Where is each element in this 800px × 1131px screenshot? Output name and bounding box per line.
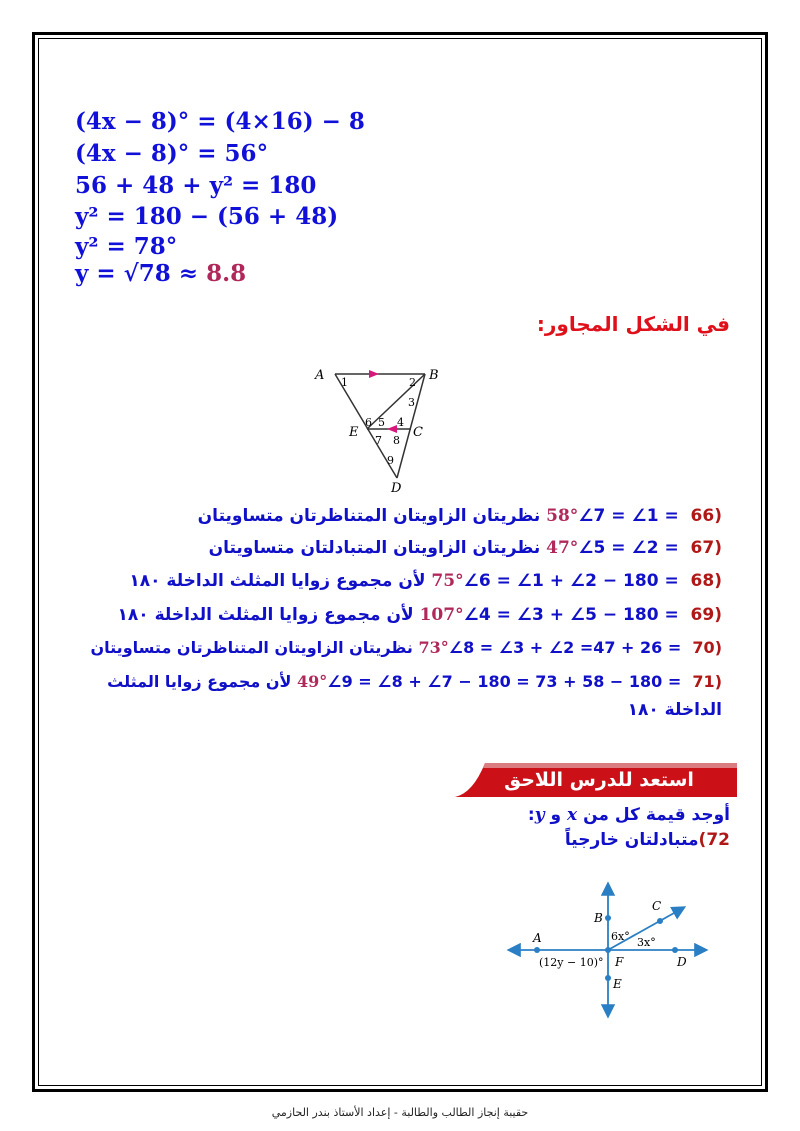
answer-70-value: 73° <box>418 638 449 657</box>
answer-68-reason: لأن مجموع زوايا المثلث الداخلة ١٨٠ <box>129 571 432 591</box>
answer-68 <box>78 569 722 593</box>
math-line-6 <box>75 260 246 288</box>
angle-3: 3 <box>408 396 415 409</box>
find-var-y: y <box>534 805 545 825</box>
line-label-d: D <box>677 955 687 969</box>
answer-68-expression: ∠6 = ∠1 + ∠2 − 180 = <box>463 571 685 591</box>
label-e: E <box>349 425 359 440</box>
angle-1: 1 <box>341 376 348 389</box>
angle-3x: 3x° <box>637 936 656 949</box>
answer-71-continuation: الداخلة ١٨٠ <box>627 700 722 720</box>
find-var-x: x <box>567 805 578 825</box>
math-line-5-text: y² = 78° <box>75 233 178 260</box>
label-b: B <box>429 368 439 383</box>
question-72 <box>565 830 730 850</box>
angle-6: 6 <box>365 416 372 429</box>
math-line-3-text: 56 + 48 + y² = 180 <box>75 172 317 199</box>
answer-66-reason: نظريتان الزاويتان المتناظرتان متساويتان <box>197 506 547 526</box>
math-line-2-text: (4x − 8)° = 56° <box>75 140 269 167</box>
answer-71-reason: لأن مجموع زوايا المثلث <box>107 672 297 691</box>
answer-67 <box>78 536 722 560</box>
lines-figure <box>505 880 715 1020</box>
answer-70-expression: ∠8 = ∠3 + ∠2 =47 + 26 = <box>448 638 687 657</box>
answer-69-expression: ∠4 = ∠3 + ∠5 − 180 = <box>463 605 685 625</box>
math-line-6-text: y = √78 ≈ <box>75 260 207 287</box>
answer-67-value: 47° <box>546 538 579 558</box>
answer-70-number: (70 <box>692 638 722 657</box>
math-line-2 <box>75 140 268 168</box>
label-a: A <box>315 368 325 383</box>
math-line-1 <box>75 108 365 136</box>
label-d: D <box>391 481 402 494</box>
answer-66-expression: ∠7 = ∠1 = <box>578 506 685 526</box>
answer-68-value: 75° <box>431 571 464 591</box>
answer-69 <box>78 603 722 627</box>
line-label-c: C <box>652 899 662 913</box>
answer-67-reason: نظريتان الزاويتان المتبادلتان متساويتان <box>208 538 547 558</box>
angle-8: 8 <box>393 434 400 447</box>
label-c: C <box>413 425 423 440</box>
find-text: أوجد قيمة كل من <box>583 805 730 825</box>
angle-2: 2 <box>409 376 416 389</box>
answer-66-number: (66 <box>690 506 722 526</box>
answer-69-number: (69 <box>690 605 722 625</box>
line-label-a: A <box>533 931 542 945</box>
angle-7: 7 <box>375 434 382 447</box>
find-and: و <box>550 805 562 825</box>
answer-69-reason: لأن مجموع زوايا المثلث الداخلة ١٨٠ <box>117 605 420 625</box>
answer-67-number: (67 <box>690 538 722 558</box>
question-72-text: متبادلتان خارجياً <box>564 830 699 850</box>
math-line-5 <box>75 233 177 261</box>
angle-6x: 6x° <box>611 930 630 943</box>
answer-71-value: 49° <box>296 672 328 691</box>
answer-69-value: 107° <box>419 605 464 625</box>
angle-9: 9 <box>387 454 394 467</box>
answer-68-number: (68 <box>690 571 722 591</box>
math-line-1-text: (4x − 8)° = (4×16) − 8 <box>75 108 365 135</box>
math-line-4 <box>75 203 338 231</box>
find-instruction <box>528 805 730 825</box>
answer-71 <box>78 670 722 694</box>
banner-title: استعد للدرس اللاحق <box>504 769 694 791</box>
angle-12y: (12y − 10)° <box>539 956 604 969</box>
answer-66-value: 58° <box>546 506 579 526</box>
footer-text: حقيبة إنجاز الطالب والطالبة - إعداد الأستاذ بندر الحازمي <box>271 1106 529 1119</box>
angle-5: 5 <box>378 416 385 429</box>
answer-70 <box>78 636 722 660</box>
answer-71-expression: ∠9 = ∠8 + ∠7 − 180 = 73 + 58 − 180 = <box>327 672 687 691</box>
angle-4: 4 <box>397 416 404 429</box>
answer-70-reason: نظريتان الزاويتان المتناظرتان متساويتان <box>90 638 419 657</box>
triangle-figure <box>305 362 455 494</box>
line-label-e: E <box>613 977 622 991</box>
answer-71-number: (71 <box>692 672 722 691</box>
line-label-f: F <box>615 955 624 969</box>
question-72-number: 72) <box>698 830 730 850</box>
answer-66 <box>78 504 722 528</box>
section-heading: في الشكل المجاور: <box>536 312 730 336</box>
math-line-4-text: y² = 180 − (56 + 48) <box>75 203 339 230</box>
find-colon: : <box>527 805 535 825</box>
answer-67-expression: ∠5 = ∠2 = <box>578 538 685 558</box>
math-line-3 <box>75 172 316 200</box>
math-line-6-result: 8.8 <box>206 260 247 287</box>
line-label-b: B <box>594 911 603 925</box>
